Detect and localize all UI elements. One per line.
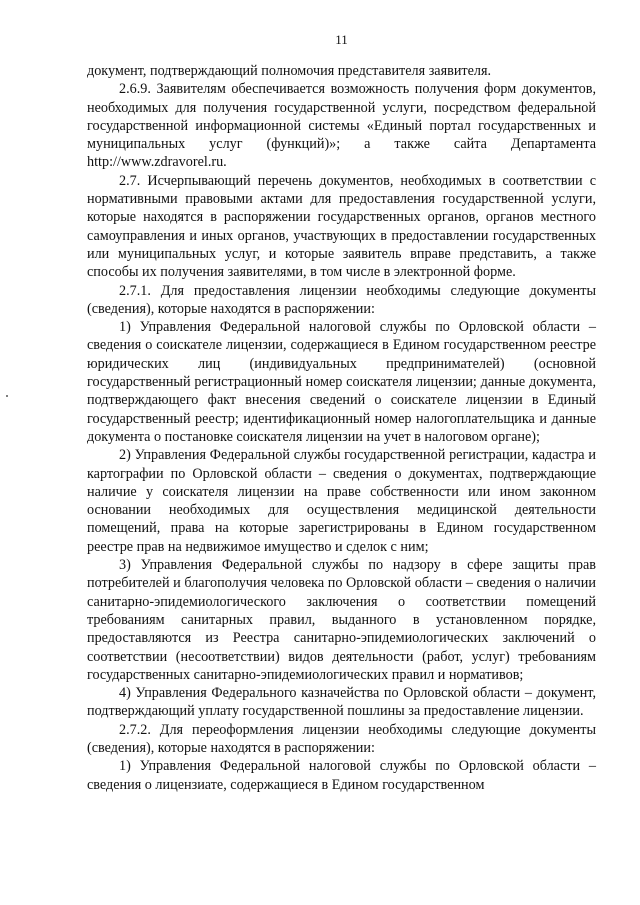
paragraph-continuation: документ, подтверждающий полномочия представителя заявителя. bbox=[87, 63, 492, 79]
margin-mark bbox=[6, 395, 8, 397]
list-item-4: 4) Управления Федерального казначейства по Орловской области – документ, подтверждающий уплату государственной пошлины за предоставление лицензии. bbox=[87, 685, 596, 720]
paragraph-2-7-2: 2.7.2. Для переоформления лицензии необходимы следующие документы (сведения), которые находятся в распоряжении: bbox=[87, 721, 596, 756]
list-item-2: 2) Управления Федеральной службы государственной регистрации, кадастра и картографии по Орловской области – сведения о документах, подтверждающие наличие у соискателя лицензии на праве собственности или ином законном основании необходимых для осуществления медицинской деятельности помещений, права на которые зарегистрированы в Едином государственном реестре прав на недвижимое имущество и сделок с ним; bbox=[87, 447, 596, 555]
list-item-1-reissue: 1) Управления Федеральной налоговой службы по Орловской области – сведения о лицензиате, содержащиеся в Едином государственном bbox=[87, 758, 596, 793]
paragraph-2-7-1: 2.7.1. Для предоставления лицензии необходимы следующие документы (сведения), которые находятся в распоряжении: bbox=[87, 282, 596, 317]
paragraph-2-7: 2.7. Исчерпывающий перечень документов, необходимых в соответствии с нормативными правовыми актами для предоставления государственной услуги, которые находятся в распоряжении государственных органов, органов местного самоуправления и иных органов, участвующих в предоставлении государственных или муниципальных услуг, и которые заявитель вправе представить, а также способы их получения заявителями, в том числе в электронной форме. bbox=[87, 172, 596, 281]
list-item-1: 1) Управления Федеральной налоговой службы по Орловской области – сведения о соискателе лицензии, содержащиеся в Едином государственном реестре юридических лиц (индивидуальных предпринимателей) (основной государственный регистрационный номер соискателя лицензии; данные документа, подтверждающего факт внесения сведений о соискателе лицензии в Единый государственный реестр; идентификационный номер налогоплательщика и данные документа о постановке соискателя лицензии на учет в налоговом органе); bbox=[87, 319, 596, 445]
paragraph-2-6-9: 2.6.9. Заявителям обеспечивается возможность получения форм документов, необходимых для получения государственной услуги, посредством федеральной государственной информационной системы «Единый портал государственных и муниципальных услуг (функций)»; а также сайта Департамента http://www.zdravorel.ru. bbox=[87, 81, 596, 171]
page-number: 11 bbox=[335, 32, 348, 47]
list-item-3: 3) Управления Федеральной службы по надзору в сфере защиты прав потребителей и благополучия человека по Орловской области – сведения о наличии санитарно-эпидемиологического заключения о соответствии помещений требованиям санитарных правил, выданного в установленном порядке, предоставляются из Реестра санитарно-эпидемиологических заключений о соответствии (несоответствии) видов деятельности (работ, услуг) требованиям государственных санитарно-эпидемиологических правил и нормативов; bbox=[87, 557, 596, 683]
